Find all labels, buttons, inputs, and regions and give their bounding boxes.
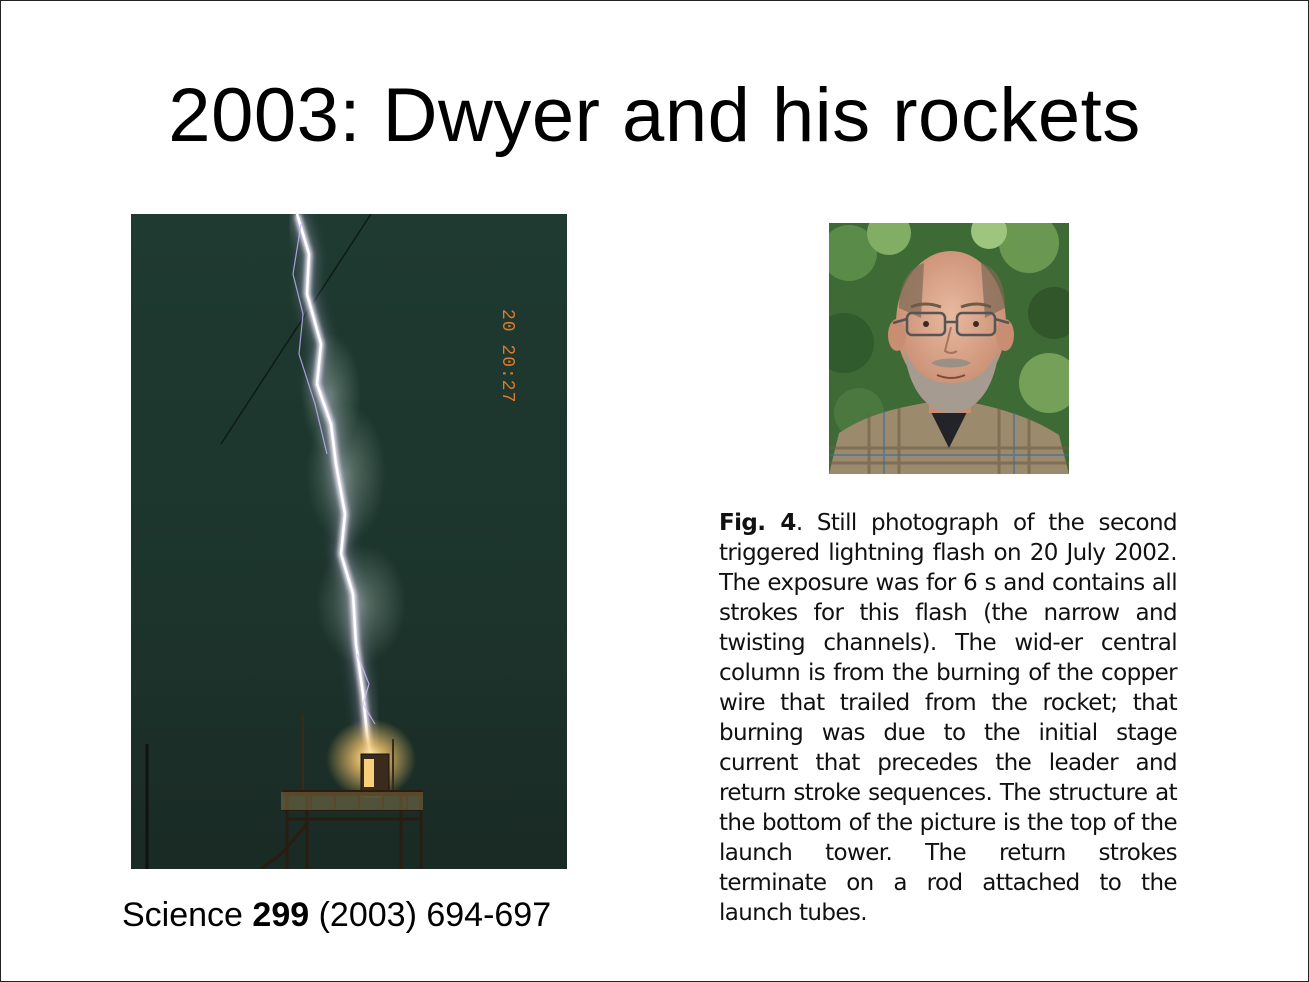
citation-volume: 299 <box>252 896 310 934</box>
portrait-photo-image <box>829 223 1069 474</box>
citation-journal: Science <box>122 896 243 934</box>
citation <box>122 896 551 935</box>
caption-text: . Still photograph of the second triggered lightning flash on 20 July 2002. The exposure was for 6 s and contains all strokes for this flash (the narrow and twisting channels). The wid-er central column is from the burning of the copper wire that trailed from the rocket; that burning was due to the initial stage current that precedes the leader and return stroke sequences. The structure at the bottom of the picture is the top of the launch tower. The return strokes terminate on a rod attached to the launch tubes. <box>719 510 1177 926</box>
slide-title: 2003: Dwyer and his rockets <box>168 73 1141 158</box>
caption-fig-label: Fig. 4 <box>719 510 796 536</box>
figure-caption <box>719 508 1177 928</box>
lightning-photo-image <box>131 214 567 869</box>
citation-rest: (2003) 694-697 <box>318 896 552 934</box>
date-stamp: 20 20:27 <box>497 309 517 404</box>
